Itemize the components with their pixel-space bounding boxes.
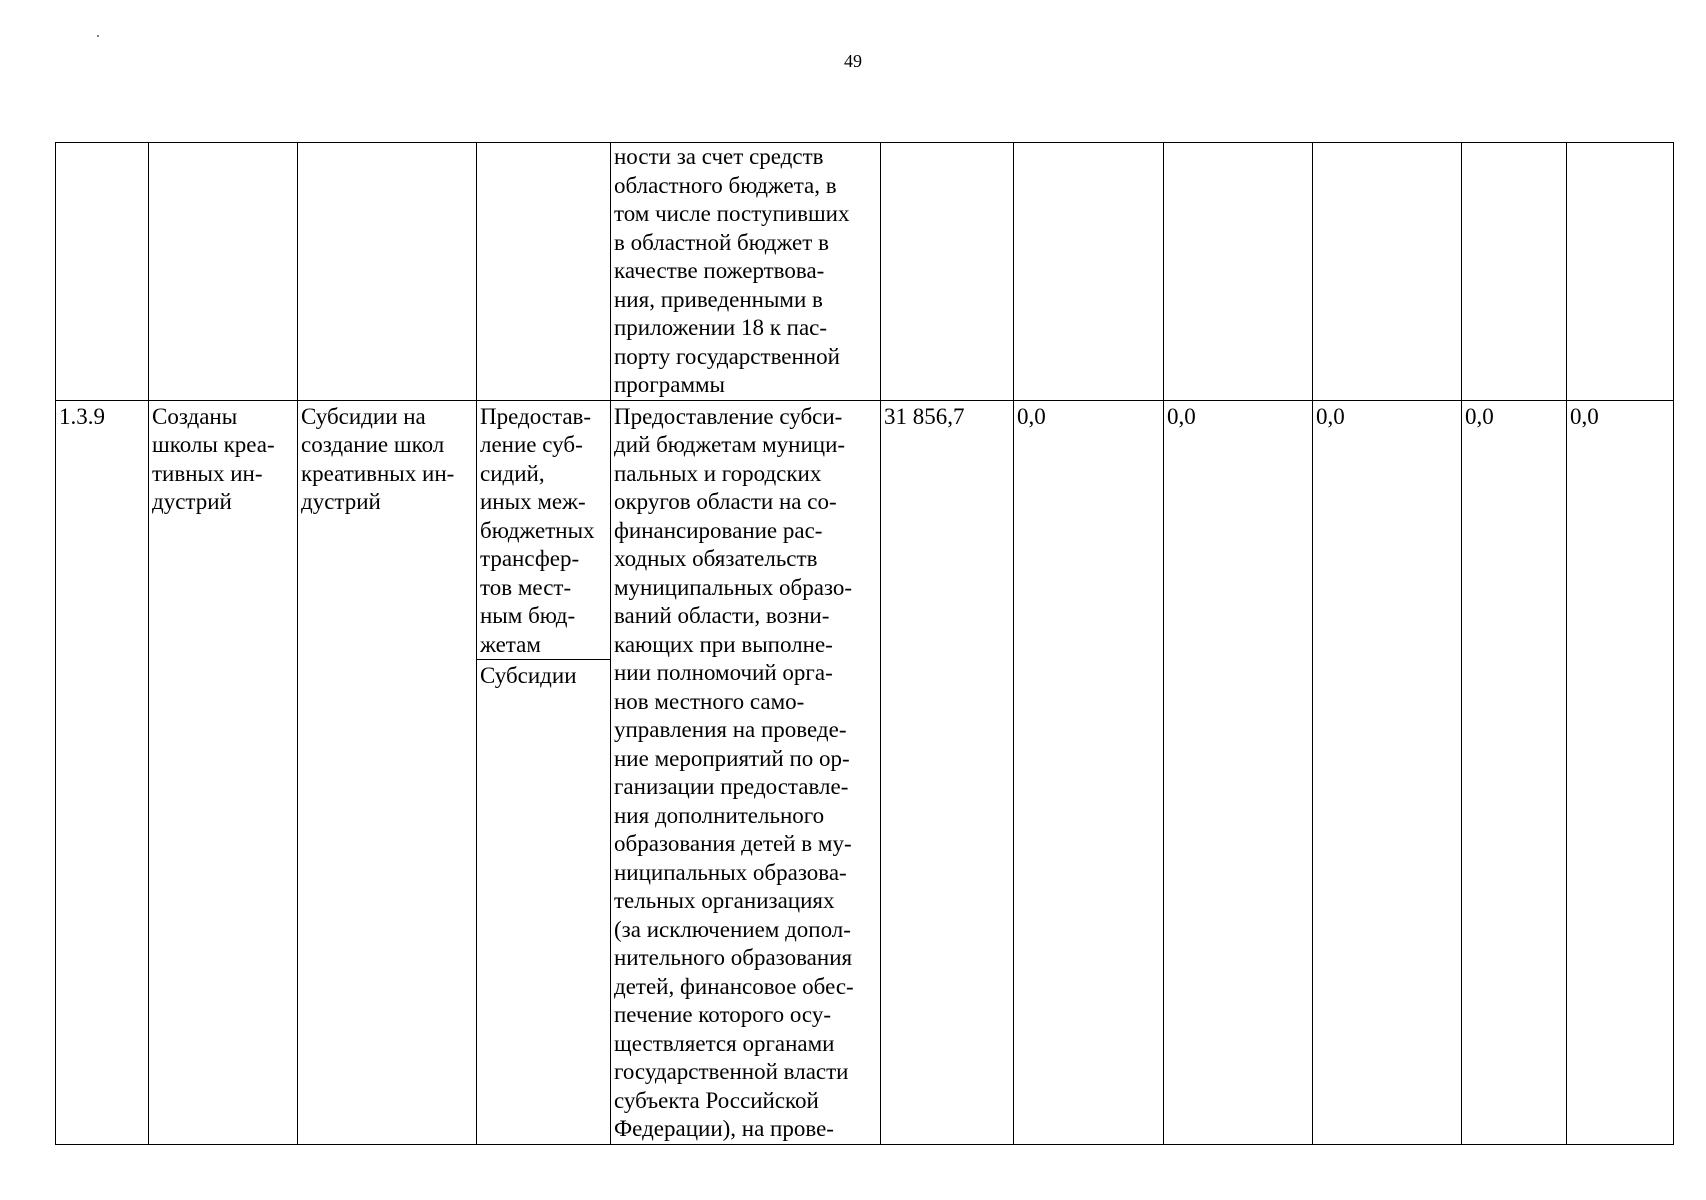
text-line: создание школ bbox=[301, 432, 445, 457]
text-line: ление суб- bbox=[480, 432, 583, 457]
text-line: тивных ин- bbox=[152, 460, 263, 486]
text-line: Предоставление субси- bbox=[614, 403, 843, 429]
text-line: том числе поступивших bbox=[614, 201, 850, 226]
cell-description bbox=[611, 400, 881, 1144]
text-line: программы bbox=[614, 372, 726, 397]
cell-value-empty bbox=[1567, 143, 1674, 401]
text-line: сидий, bbox=[480, 460, 545, 486]
text-line: ществляется органами bbox=[614, 1030, 835, 1056]
text-line: детей, финансовое обес- bbox=[614, 973, 854, 999]
cell-result-empty bbox=[149, 143, 298, 401]
text-line: нов местного само- bbox=[614, 688, 805, 714]
text-line: печение которого осу- bbox=[614, 1002, 831, 1027]
text-line: Федерации), на прове- bbox=[614, 1116, 834, 1141]
text-line: ние мероприятий по ор- bbox=[614, 745, 850, 771]
text-line: тельных организациях bbox=[614, 888, 835, 913]
text-line: ния, приведенными в bbox=[614, 286, 823, 312]
text-line: ганизации предоставле- bbox=[614, 774, 849, 799]
text-line: Созданы bbox=[152, 403, 238, 429]
cell-value-year: 0,0 bbox=[1462, 400, 1567, 1144]
cell-type bbox=[477, 400, 611, 1144]
type-subsidy-block bbox=[477, 660, 610, 691]
cell-type-empty bbox=[477, 143, 611, 401]
text-line: иных меж- bbox=[480, 489, 586, 514]
text-line: порту государственной bbox=[614, 343, 840, 369]
text-line: креативных ин- bbox=[301, 460, 455, 486]
text-line: ния дополнительного bbox=[614, 802, 825, 828]
text-line: финансирование рас- bbox=[614, 517, 823, 543]
table-row-1-3-9 bbox=[56, 400, 1674, 1144]
text-line: тов мест- bbox=[480, 574, 572, 600]
text-line: ниципальных образова- bbox=[614, 859, 847, 885]
text-line: Субсидии на bbox=[301, 403, 426, 429]
text-line: нительного образования bbox=[614, 945, 853, 970]
cell-description-continuation bbox=[611, 143, 881, 401]
text-line: приложении 18 к пас- bbox=[614, 315, 828, 340]
text-line: жетам bbox=[480, 631, 541, 657]
table-row-continuation bbox=[56, 143, 1674, 401]
budget-table bbox=[55, 142, 1674, 1145]
scan-speck bbox=[97, 35, 99, 37]
text-line: Предостав- bbox=[480, 403, 592, 429]
text-line: дустрий bbox=[301, 489, 381, 514]
cell-value-year: 0,0 bbox=[1164, 400, 1313, 1144]
text-line: управления на проведе- bbox=[614, 717, 847, 742]
cell-event-empty bbox=[298, 143, 477, 401]
text-line: качестве пожертвова- bbox=[614, 258, 825, 283]
cell-value-empty bbox=[1014, 143, 1164, 401]
cell-result bbox=[149, 400, 298, 1144]
cell-value-year: 0,0 bbox=[1567, 400, 1674, 1144]
text-line: бюджетных bbox=[480, 517, 595, 543]
cell-number: 1.3.9 bbox=[56, 400, 149, 1144]
text-line: школы креа- bbox=[152, 432, 275, 457]
cell-value-total: 31 856,7 bbox=[881, 400, 1014, 1144]
cell-value-year: 0,0 bbox=[1313, 400, 1462, 1144]
text-line: субъекта Российской bbox=[614, 1087, 819, 1113]
cell-value-empty bbox=[1164, 143, 1313, 401]
text-line: округов области на со- bbox=[614, 489, 837, 514]
text-line: ваний области, возни- bbox=[614, 603, 830, 628]
text-line: дий бюджетам муници- bbox=[614, 432, 846, 457]
cell-value-empty bbox=[1313, 143, 1462, 401]
cell-value-empty bbox=[1462, 143, 1567, 401]
text-line: образования детей в му- bbox=[614, 831, 852, 856]
text-line: ным бюд- bbox=[480, 603, 576, 628]
text-line: муниципальных образо- bbox=[614, 574, 853, 600]
cell-number-empty bbox=[56, 143, 149, 401]
text-line: трансфер- bbox=[480, 546, 580, 571]
text-line: государственной власти bbox=[614, 1059, 849, 1084]
text-line: Субсидии bbox=[480, 663, 577, 688]
text-line: дустрий bbox=[152, 489, 232, 514]
text-line: (за исключением допол- bbox=[614, 916, 851, 942]
cell-value-empty bbox=[881, 143, 1014, 401]
type-transfer-block bbox=[477, 401, 610, 661]
text-line: ности за счет средств bbox=[614, 144, 824, 169]
cell-value-year: 0,0 bbox=[1014, 400, 1164, 1144]
text-line: областного бюджета, в bbox=[614, 172, 837, 198]
page-number: 49 bbox=[844, 51, 862, 71]
text-line: кающих при выполне- bbox=[614, 631, 833, 657]
text-line: пальных и городских bbox=[614, 460, 822, 486]
text-line: ходных обязательств bbox=[614, 546, 818, 571]
cell-event bbox=[298, 400, 477, 1144]
text-line: в областной бюджет в bbox=[614, 229, 829, 255]
text-line: нии полномочий орга- bbox=[614, 660, 833, 685]
